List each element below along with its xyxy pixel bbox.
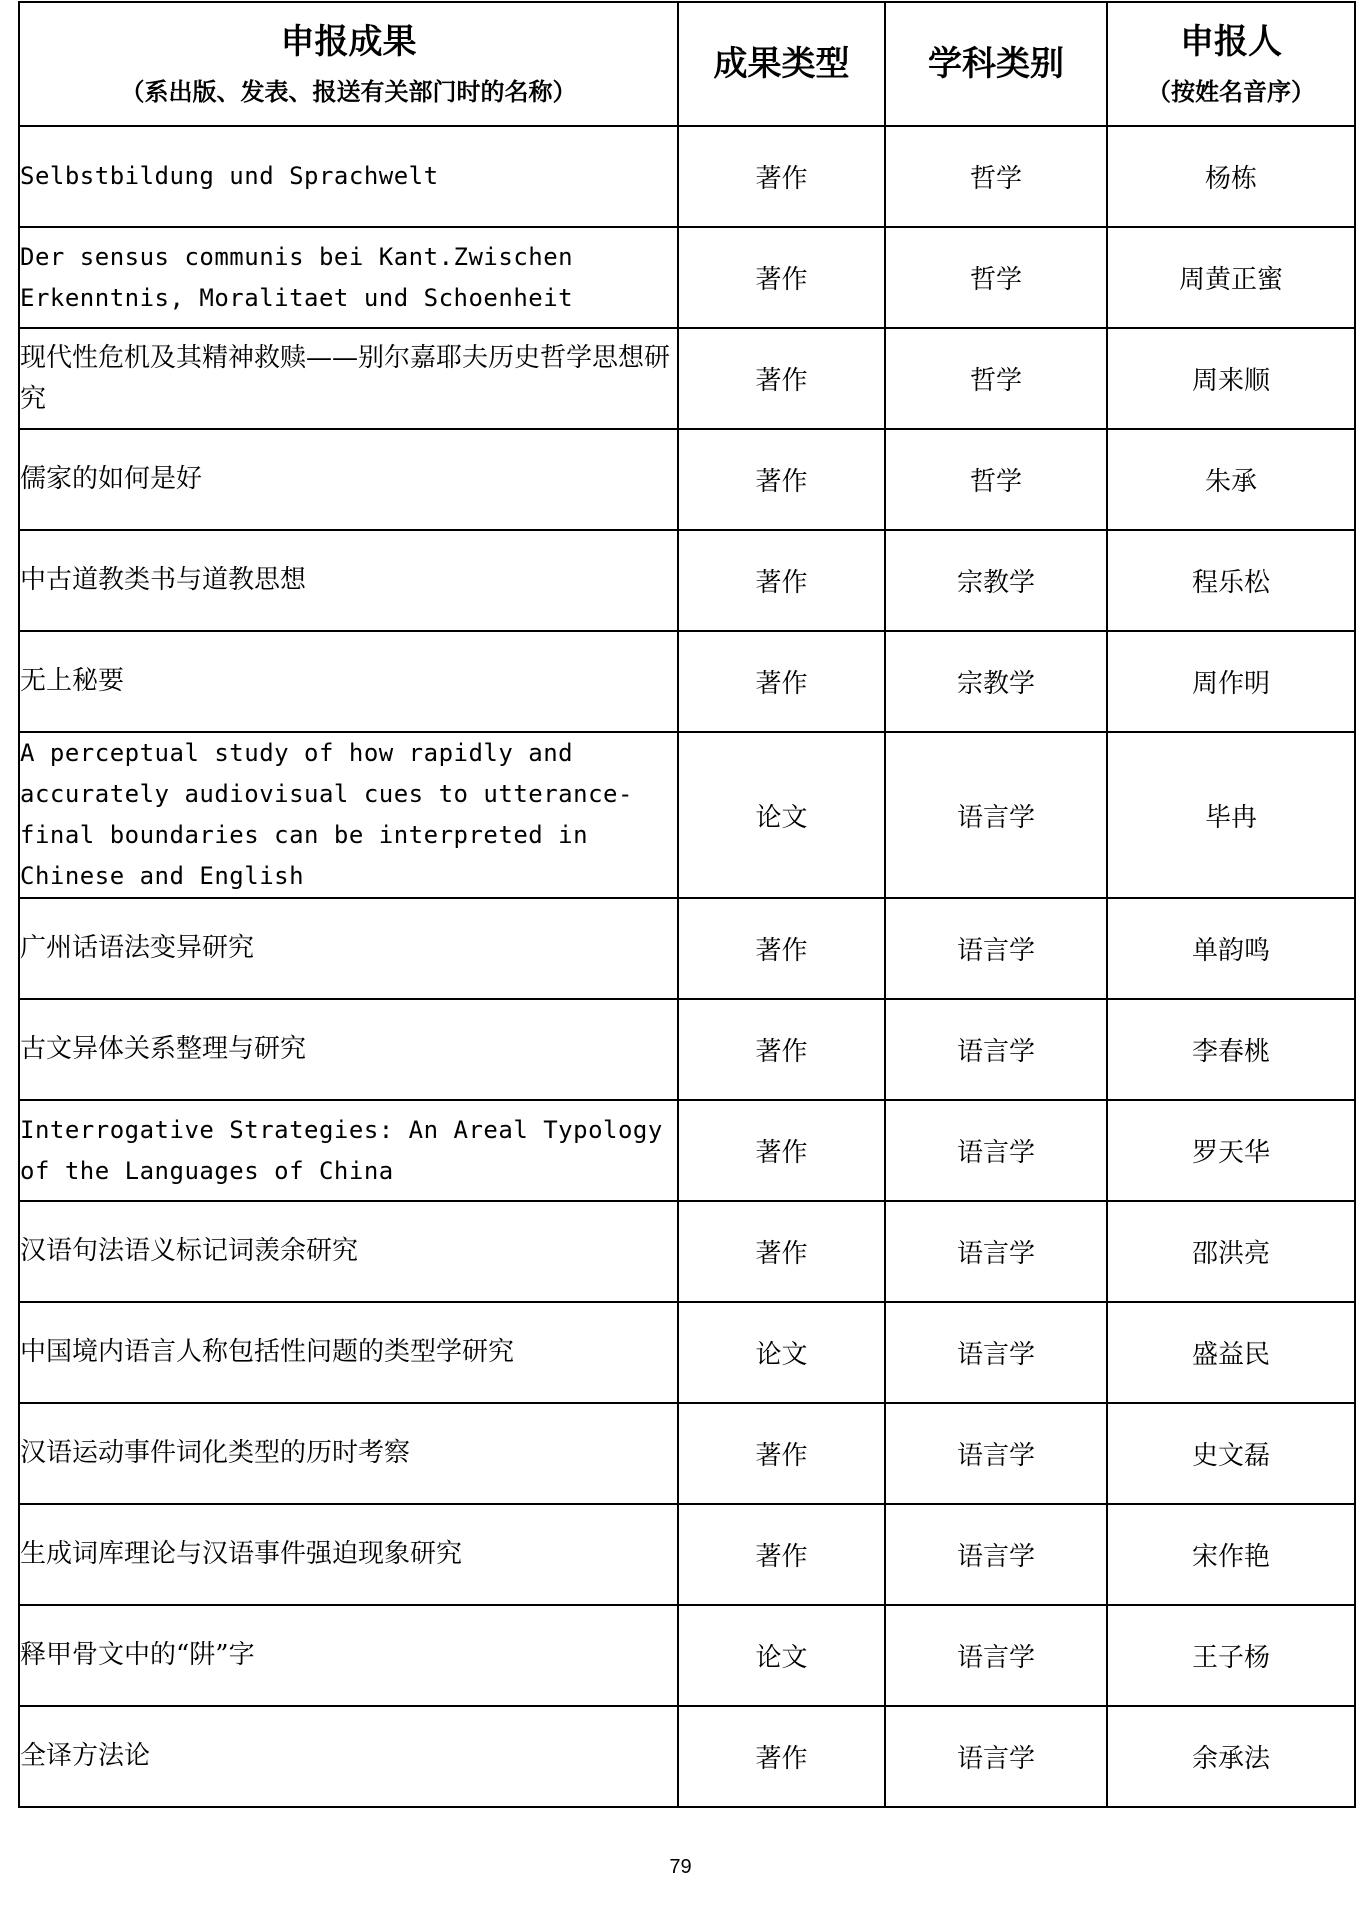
achievement-title: 现代性危机及其精神救赎——别尔嘉耶夫历史哲学思想研究	[19, 328, 678, 429]
achievement-title: 广州话语法变异研究	[19, 898, 678, 999]
header-type-label: 成果类型	[713, 44, 850, 84]
achievement-type: 论文	[678, 1302, 885, 1403]
achievement-title: 汉语句法语义标记词羡余研究	[19, 1201, 678, 1302]
table-row	[19, 732, 1355, 898]
table-row	[19, 126, 1355, 227]
applicant: 罗天华	[1107, 1100, 1355, 1201]
discipline: 语言学	[885, 999, 1107, 1100]
achievement-title: 全译方法论	[19, 1706, 678, 1807]
achievement-type: 著作	[678, 1201, 885, 1302]
achievement-title: 汉语运动事件词化类型的历时考察	[19, 1403, 678, 1504]
achievement-title: 儒家的如何是好	[19, 429, 678, 530]
achievement-type: 著作	[678, 898, 885, 999]
achievement-type: 著作	[678, 999, 885, 1100]
applicant: 王子杨	[1107, 1605, 1355, 1706]
achievement-type: 著作	[678, 631, 885, 732]
header-row	[19, 2, 1355, 126]
table-row	[19, 631, 1355, 732]
discipline: 语言学	[885, 1403, 1107, 1504]
achievement-title: 古文异体关系整理与研究	[19, 999, 678, 1100]
discipline: 宗教学	[885, 530, 1107, 631]
achievement-title: 中古道教类书与道教思想	[19, 530, 678, 631]
applicant: 单韵鸣	[1107, 898, 1355, 999]
discipline: 语言学	[885, 1706, 1107, 1807]
achievement-title: Selbstbildung und Sprachwelt	[19, 126, 678, 227]
discipline: 语言学	[885, 1504, 1107, 1605]
applicant: 李春桃	[1107, 999, 1355, 1100]
achievement-type: 论文	[678, 1605, 885, 1706]
applicant: 杨栋	[1107, 126, 1355, 227]
achievement-type: 论文	[678, 732, 885, 898]
applicant: 毕冉	[1107, 732, 1355, 898]
applicant: 周来顺	[1107, 328, 1355, 429]
table-row	[19, 1201, 1355, 1302]
table-row	[19, 1605, 1355, 1706]
header-discipline-label: 学科类别	[928, 44, 1064, 84]
discipline: 语言学	[885, 898, 1107, 999]
table-row	[19, 429, 1355, 530]
achievement-title: Der sensus communis bei Kant.Zwischen Erkenntnis, Moralitaet und Schoenheit	[19, 227, 678, 328]
table-row	[19, 999, 1355, 1100]
discipline: 哲学	[885, 328, 1107, 429]
table-row	[19, 1504, 1355, 1605]
achievement-type: 著作	[678, 429, 885, 530]
header-type	[678, 2, 885, 126]
header-applicant-note: （按姓名音序）	[1147, 78, 1315, 106]
achievement-title: 释甲骨文中的“阱”字	[19, 1605, 678, 1706]
discipline: 语言学	[885, 1100, 1107, 1201]
page-number: 79	[669, 1856, 692, 1878]
achievement-type: 著作	[678, 1403, 885, 1504]
discipline: 语言学	[885, 1302, 1107, 1403]
header-achievement-note: （系出版、发表、报送有关部门时的名称）	[120, 78, 577, 106]
applicant: 周黄正蜜	[1107, 227, 1355, 328]
achievement-title: 生成词库理论与汉语事件强迫现象研究	[19, 1504, 678, 1605]
table-row	[19, 227, 1355, 328]
achievement-type: 著作	[678, 227, 885, 328]
table-row	[19, 328, 1355, 429]
table-row	[19, 1403, 1355, 1504]
awards-table	[18, 1, 1356, 1808]
applicant: 盛益民	[1107, 1302, 1355, 1403]
applicant: 朱承	[1107, 429, 1355, 530]
header-discipline	[885, 2, 1107, 126]
applicant: 宋作艳	[1107, 1504, 1355, 1605]
achievement-type: 著作	[678, 1706, 885, 1807]
discipline: 宗教学	[885, 631, 1107, 732]
applicant: 程乐松	[1107, 530, 1355, 631]
applicant: 周作明	[1107, 631, 1355, 732]
achievement-type: 著作	[678, 1504, 885, 1605]
discipline: 哲学	[885, 126, 1107, 227]
table-row	[19, 1302, 1355, 1403]
header-achievement-label: 申报成果	[280, 22, 417, 62]
applicant: 余承法	[1107, 1706, 1355, 1807]
header-applicant	[1107, 2, 1355, 126]
table-row	[19, 1706, 1355, 1807]
achievement-type: 著作	[678, 328, 885, 429]
discipline: 哲学	[885, 429, 1107, 530]
achievement-title: 无上秘要	[19, 631, 678, 732]
achievement-type: 著作	[678, 1100, 885, 1201]
table-row	[19, 1100, 1355, 1201]
discipline: 语言学	[885, 1201, 1107, 1302]
applicant: 史文磊	[1107, 1403, 1355, 1504]
applicant: 邵洪亮	[1107, 1201, 1355, 1302]
header-applicant-label: 申报人	[1180, 22, 1282, 62]
achievement-title: A perceptual study of how rapidly and accurately audiovisual cues to utterance-final boundaries can be interpreted in Chinese and English	[19, 732, 678, 898]
header-achievement	[19, 2, 678, 126]
discipline: 哲学	[885, 227, 1107, 328]
achievement-type: 著作	[678, 126, 885, 227]
achievement-title: Interrogative Strategies: An Areal Typology of the Languages of China	[19, 1100, 678, 1201]
table-row	[19, 530, 1355, 631]
achievement-title: 中国境内语言人称包括性问题的类型学研究	[19, 1302, 678, 1403]
discipline: 语言学	[885, 1605, 1107, 1706]
achievement-type: 著作	[678, 530, 885, 631]
discipline: 语言学	[885, 732, 1107, 898]
table-row	[19, 898, 1355, 999]
